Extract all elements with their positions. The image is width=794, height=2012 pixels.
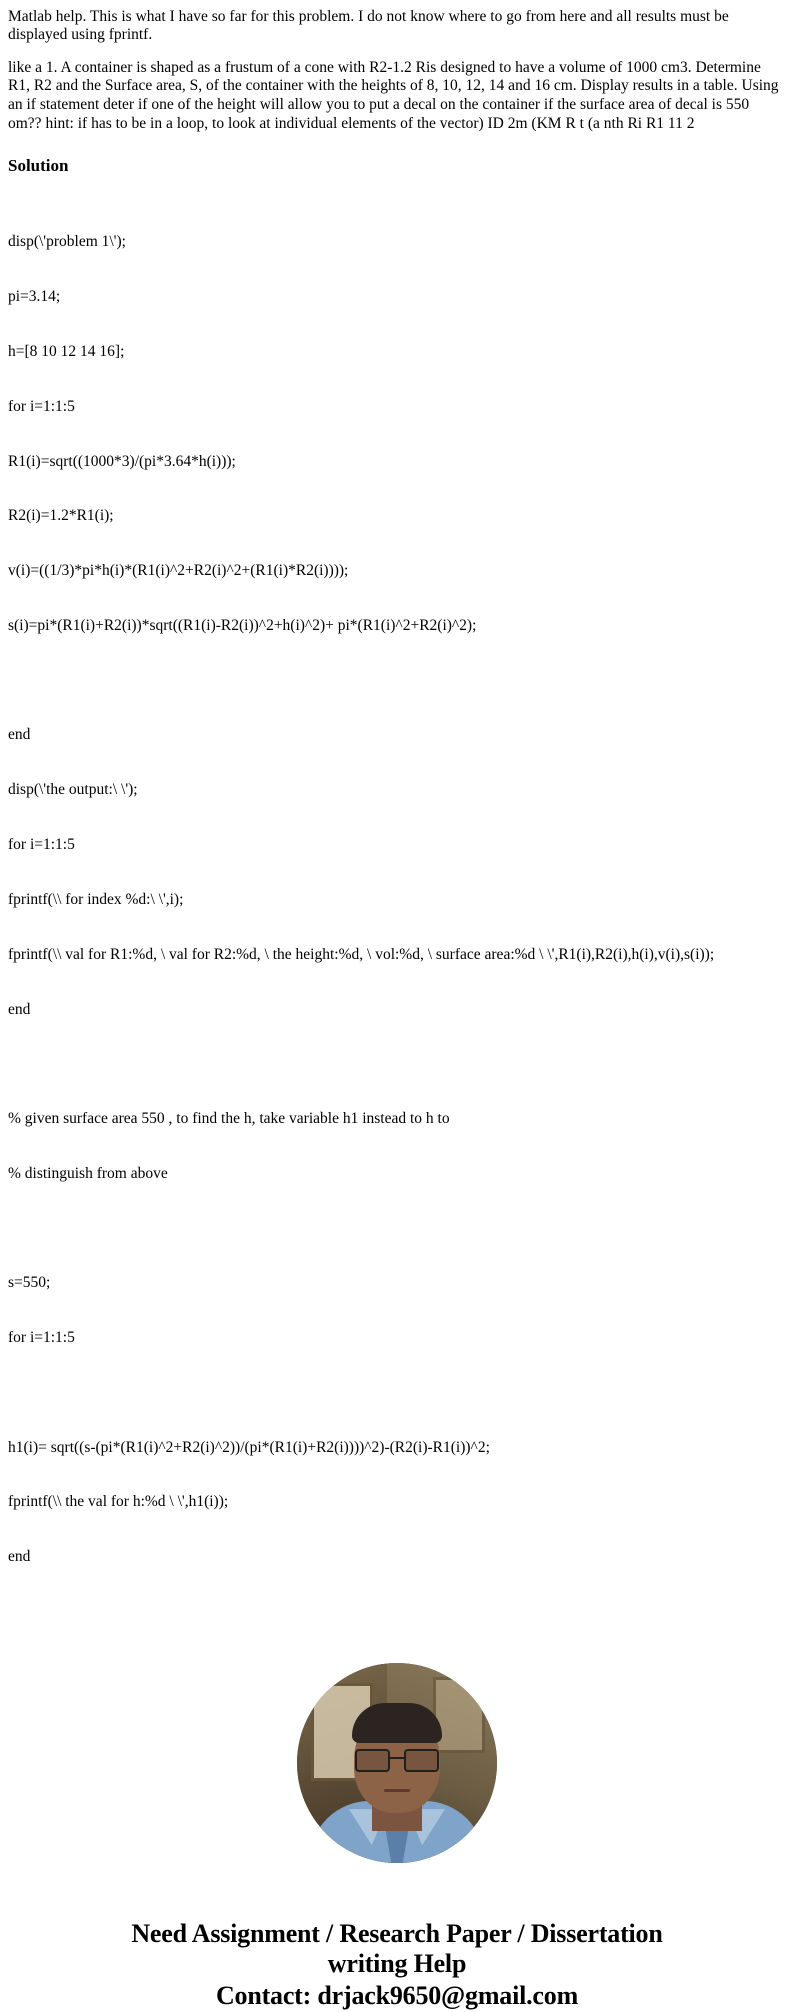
lens-right xyxy=(404,1749,439,1772)
code-line-blank xyxy=(8,672,786,690)
footer-line-1: Need Assignment / Research Paper / Dissertation xyxy=(131,1919,663,1949)
code-line: end xyxy=(8,1000,31,1018)
code-line: s(i)=pi*(R1(i)+R2(i))*sqrt((R1(i)-R2(i))^2+h(i)^2)+ pi*(R1(i)^2+R2(i)^2); xyxy=(8,617,477,635)
code-line: disp(\'problem 1\'); xyxy=(8,233,126,251)
code-line: fprintf(\\ val for R1:%d, \ val for R2:%d, \ the height:%d, \ vol:%d, \ surface area:%d \ \',R1(i),R2(i),h(i),v(i),s(i)); xyxy=(8,945,715,963)
code-line: R1(i)=sqrt((1000*3)/(pi*3.64*h(i))); xyxy=(8,452,236,470)
lens-left xyxy=(355,1749,390,1772)
glasses-icon xyxy=(355,1749,439,1769)
code-line: for i=1:1:5 xyxy=(8,836,75,854)
code-line: disp(\'the output:\ \'); xyxy=(8,781,138,799)
footer-contact: Contact: drjack9650@gmail.com xyxy=(215,1981,579,2011)
code-line-blank xyxy=(8,1056,786,1074)
code-line: for i=1:1:5 xyxy=(8,397,75,415)
intro-paragraph: Matlab help. This is what I have so far for this problem. I do not know where to go from here and all results must be displayed using fprintf. xyxy=(8,8,729,44)
avatar xyxy=(297,1663,497,1863)
solution-heading: Solution xyxy=(8,156,69,176)
code-line-blank xyxy=(8,1220,786,1238)
wall-frame-secondary-icon xyxy=(433,1677,485,1753)
code-line: % given surface area 550 , to find the h, take variable h1 instead to h to xyxy=(8,1110,450,1128)
matlab-code-block xyxy=(8,197,786,1604)
code-line: end xyxy=(8,726,31,744)
footer-line-2: writing Help xyxy=(327,1949,467,1979)
code-line: end xyxy=(8,1548,31,1566)
code-line: h1(i)= sqrt((s-(pi*(R1(i)^2+R2(i)^2))/(pi*(R1(i)+R2(i))))^2)-(R2(i)-R1(i))^2; xyxy=(8,1438,490,1456)
code-line: for i=1:1:5 xyxy=(8,1329,75,1347)
portrait-container xyxy=(8,1663,786,1863)
code-line: pi=3.14; xyxy=(8,287,61,305)
hair xyxy=(352,1703,442,1743)
question-paragraph: like a 1. A container is shaped as a frustum of a cone with R2-1.2 Ris designed to have a volume of 1000 cm3. Determine R1, R2 and the Surface area, S, of the container with the heights of 8, 10, 12, 14 and 16 cm. Display results in a table. Using an if statement deter if one of the height will allow you to put a decal on the container if the surface area of decal is 550 om?? hint: if has to be in a loop, to look at individual elements of the vector) ID 2m (KM R t (a nth Ri R1 11 2 xyxy=(8,58,779,133)
code-line-blank xyxy=(8,1384,786,1402)
mouth xyxy=(384,1789,410,1792)
code-line: fprintf(\\ the val for h:%d \ \',h1(i)); xyxy=(8,1493,229,1511)
code-line: h=[8 10 12 14 16]; xyxy=(8,342,125,360)
code-line: % distinguish from above xyxy=(8,1164,168,1182)
code-line: s=550; xyxy=(8,1274,51,1292)
footer-banner xyxy=(8,1919,786,2011)
code-line: R2(i)=1.2*R1(i); xyxy=(8,507,114,525)
code-line: fprintf(\\ for index %d:\ \',i); xyxy=(8,890,184,908)
code-line: v(i)=((1/3)*pi*h(i)*(R1(i)^2+R2(i)^2+(R1(i)*R2(i)))); xyxy=(8,562,349,580)
